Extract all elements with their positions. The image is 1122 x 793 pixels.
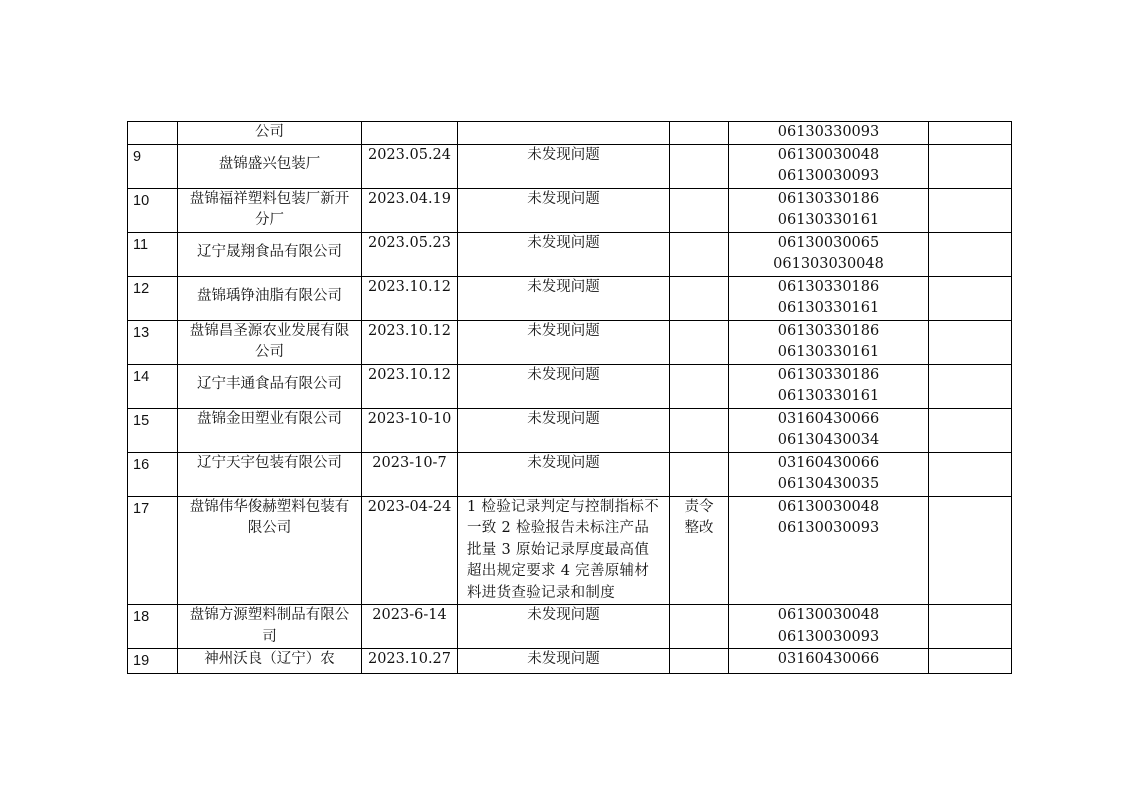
product-code: 06130030093 [777,168,880,184]
product-codes [729,364,929,408]
product-codes [729,320,929,364]
inspection-result: 1 检验记录判定与控制指标不一致 2 检验报告未标注产品批量 3 原始记录厚度最高值超出规定要求 4 完善原辅材料进货查验记录和制度 [458,496,670,605]
inspection-date: 2023.10.12 [362,320,458,364]
product-codes [729,605,929,649]
inspection-table [127,121,1012,674]
action-taken [670,188,729,232]
product-code: 06130030065 [777,234,880,251]
action-taken [670,605,729,649]
row-index: 19 [128,649,178,674]
product-code: 06130030048 [777,146,880,163]
inspection-result: 未发现问题 [458,364,670,408]
product-code: 06130430034 [777,432,880,448]
product-codes [729,649,929,674]
table-row [128,605,1012,649]
table-row [128,649,1012,674]
remarks-cell [929,605,1012,649]
row-index: 10 [128,188,178,232]
table-row [128,364,1012,408]
product-code: 06130330161 [777,388,880,404]
company-name-text: 盘锦昌圣源农业发展有限公司 [189,322,350,360]
product-code: 06130330186 [777,366,880,383]
company-name-text: 盘锦方源塑料制品有限公司 [189,607,350,645]
inspection-result: 未发现问题 [458,188,670,232]
product-codes [729,188,929,232]
table-row [128,188,1012,232]
product-code: 06130030048 [777,607,880,623]
table-row [128,452,1012,496]
company-name [178,649,362,674]
product-code: 03160430066 [777,410,880,427]
company-name-text: 盘锦瑀铮油脂有限公司 [197,287,342,304]
table-row [128,144,1012,188]
company-name-text: 盘锦福祥塑料包装厂新开分厂 [189,190,350,228]
action-taken [670,408,729,452]
table-row [128,408,1012,452]
row-index: 16 [128,452,178,496]
table-row [128,276,1012,320]
row-index: 13 [128,320,178,364]
action-taken [670,122,729,145]
company-name [178,122,362,145]
inspection-date [362,122,458,145]
row-index: 15 [128,408,178,452]
product-code: 03160430066 [777,651,880,667]
inspection-result: 未发现问题 [458,408,670,452]
company-name [178,408,362,452]
product-codes [729,276,929,320]
inspection-date: 2023-6-14 [362,605,458,649]
remarks-cell [929,452,1012,496]
company-name-text: 公司 [255,124,284,140]
row-index: 18 [128,605,178,649]
company-name [178,188,362,232]
inspection-date: 2023.05.23 [362,232,458,276]
row-index: 9 [128,144,178,188]
inspection-result: 未发现问题 [458,232,670,276]
remarks-cell [929,122,1012,145]
company-name-text: 神州沃良（辽宁）农 [204,651,335,667]
product-code: 03160430066 [777,454,880,471]
product-code: 06130330186 [777,278,880,295]
inspection-result: 未发现问题 [458,649,670,674]
product-code: 06130430035 [777,476,880,492]
remarks-cell [929,232,1012,276]
inspection-result: 未发现问题 [458,605,670,649]
table-row [128,496,1012,605]
inspection-result: 未发现问题 [458,320,670,364]
inspection-date: 2023-04-24 [362,496,458,605]
company-name-text: 盘锦金田塑业有限公司 [197,410,342,427]
inspection-date: 2023-10-7 [362,452,458,496]
company-name [178,276,362,320]
table-row [128,320,1012,364]
product-code: 06130030093 [777,628,880,645]
remarks-cell [929,276,1012,320]
remarks-cell [929,144,1012,188]
company-name [178,320,362,364]
remarks-cell [929,496,1012,605]
product-code: 06130330093 [777,124,880,140]
inspection-date: 2023.04.19 [362,188,458,232]
remarks-cell [929,364,1012,408]
action-taken [670,649,729,674]
company-name [178,605,362,649]
company-name [178,364,362,408]
row-index: 11 [128,232,178,276]
product-codes [729,452,929,496]
product-codes [729,408,929,452]
product-code: 06130330161 [777,300,880,316]
action-taken [670,452,729,496]
product-code: 06130330161 [777,344,880,360]
product-codes [729,144,929,188]
product-code: 06130330186 [777,190,880,207]
company-name-text: 辽宁天宇包装有限公司 [197,454,342,471]
company-name-text: 盘锦盛兴包装厂 [218,155,321,172]
action-taken [670,276,729,320]
remarks-cell [929,408,1012,452]
product-code: 06130030048 [777,498,880,515]
company-name-text: 盘锦伟华俊赫塑料包装有限公司 [189,498,350,536]
row-index: 14 [128,364,178,408]
product-codes [729,496,929,605]
action-taken [670,364,729,408]
product-code: 061303030048 [773,256,884,272]
action-taken [670,232,729,276]
inspection-result: 未发现问题 [458,452,670,496]
company-name-text: 辽宁晟翔食品有限公司 [197,243,342,260]
company-name-text: 辽宁丰通食品有限公司 [197,375,342,392]
product-code: 06130330161 [777,212,880,228]
remarks-cell [929,320,1012,364]
product-codes [729,122,929,145]
inspection-result: 未发现问题 [458,276,670,320]
action-taken: 责令整改 [670,496,729,605]
table-row [128,232,1012,276]
company-name [178,232,362,276]
product-code: 06130330186 [777,322,880,339]
inspection-date: 2023-10-10 [362,408,458,452]
inspection-result [458,122,670,145]
company-name [178,452,362,496]
inspection-result: 未发现问题 [458,144,670,188]
remarks-cell [929,649,1012,674]
company-name [178,144,362,188]
inspection-date: 2023.10.12 [362,364,458,408]
product-code: 06130030093 [777,520,880,536]
product-codes [729,232,929,276]
row-index: 17 [128,496,178,605]
row-index [128,122,178,145]
row-index: 12 [128,276,178,320]
inspection-date: 2023.10.27 [362,649,458,674]
inspection-date: 2023.10.12 [362,276,458,320]
action-taken [670,144,729,188]
inspection-date: 2023.05.24 [362,144,458,188]
company-name [178,496,362,605]
remarks-cell [929,188,1012,232]
table-row [128,122,1012,145]
table-body [128,122,1012,674]
action-taken [670,320,729,364]
